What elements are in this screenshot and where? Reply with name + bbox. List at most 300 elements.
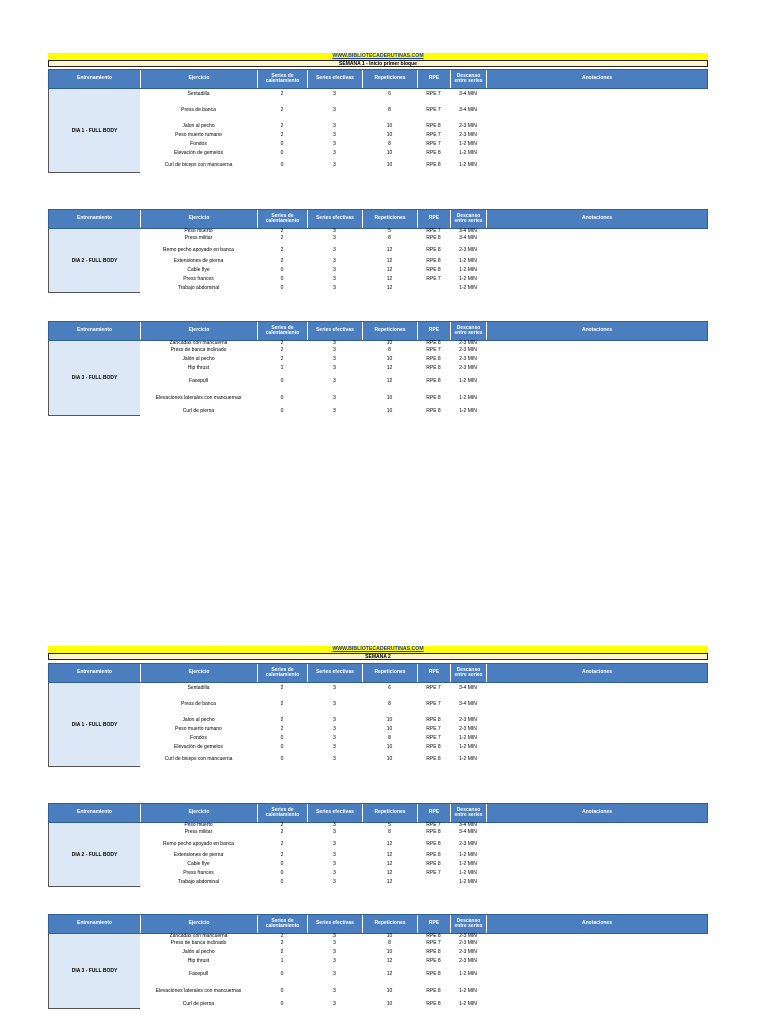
warmup-sets: 2 xyxy=(280,840,284,847)
warmup-sets: 2 xyxy=(280,933,284,939)
table-row xyxy=(140,725,708,734)
rest-time: 3-4 MIN xyxy=(459,90,477,97)
table-row xyxy=(140,284,708,293)
working-sets: 3 xyxy=(333,395,336,401)
header-repeticiones: Repeticiones xyxy=(363,915,418,933)
working-sets: 3 xyxy=(333,408,336,414)
header-descanso: Descanso entre series xyxy=(451,804,487,822)
working-sets: 3 xyxy=(333,235,336,241)
header-series-efectivas: Series efectivas xyxy=(308,664,363,682)
rpe-value: RPE 7 xyxy=(426,276,441,282)
working-sets: 3 xyxy=(333,829,336,835)
rest-time: 1-2 MIN xyxy=(459,744,477,750)
day-table xyxy=(48,803,708,887)
header-rpe: RPE xyxy=(418,70,451,88)
warmup-sets: 0 xyxy=(280,1001,284,1007)
exercise-list xyxy=(140,823,708,887)
warmup-sets: 0 xyxy=(280,267,284,273)
rest-time: 2-3 MIN xyxy=(459,356,477,362)
header-anotaciones: Anotaciones xyxy=(581,809,612,816)
reps: 10 xyxy=(386,340,393,346)
header-anotaciones: Anotaciones xyxy=(581,920,612,927)
exercise-name: Press de banca inclinado xyxy=(170,347,227,353)
warmup-sets: 0 xyxy=(280,378,284,384)
rpe-value: RPE 7 xyxy=(426,347,441,353)
day-label: DIA 1 - FULL BODY xyxy=(48,683,140,767)
table-row xyxy=(140,99,708,122)
working-sets: 3 xyxy=(333,340,336,346)
reps: 12 xyxy=(386,861,393,867)
table-body xyxy=(48,823,708,887)
table-row xyxy=(140,266,708,275)
working-sets: 3 xyxy=(333,90,336,97)
reps: 10 xyxy=(386,132,393,138)
header-series-efectivas: Series efectivas xyxy=(308,804,363,822)
warmup-sets: 0 xyxy=(280,408,284,414)
warmup-sets: 2 xyxy=(280,684,284,691)
working-sets: 3 xyxy=(333,861,336,867)
exercise-name: Jalon al pecho xyxy=(182,717,215,723)
exercise-name: Remo pecho apoyado en banca xyxy=(163,840,234,847)
working-sets: 3 xyxy=(333,378,336,384)
day-label: DIA 1 - FULL BODY xyxy=(48,89,140,173)
rpe-value: RPE 7 xyxy=(426,701,441,707)
warmup-sets: 2 xyxy=(280,235,284,241)
table-row xyxy=(140,140,708,149)
table-row xyxy=(140,869,708,878)
exercise-name: Trabajo abdominal xyxy=(177,879,220,885)
warmup-sets: 0 xyxy=(280,988,284,994)
rest-time: 1-2 MIN xyxy=(459,988,477,994)
reps: 12 xyxy=(386,365,393,371)
header-series-calentamiento: Series de calentamiento xyxy=(258,210,308,228)
rest-time: 1-2 MIN xyxy=(459,879,477,885)
reps: 10 xyxy=(386,726,393,732)
reps: 12 xyxy=(386,246,393,253)
table-row xyxy=(140,752,708,767)
reps: 12 xyxy=(386,267,393,273)
warmup-sets: 2 xyxy=(280,726,284,732)
warmup-sets: 1 xyxy=(280,958,284,964)
rpe-value: RPE 8 xyxy=(426,258,441,264)
working-sets: 3 xyxy=(333,940,336,946)
reps: 10 xyxy=(386,717,393,723)
table-body xyxy=(48,341,708,416)
rpe-value: RPE 8 xyxy=(426,378,441,384)
reps: 12 xyxy=(386,285,393,291)
week-section xyxy=(48,646,708,1026)
rpe-value: RPE 8 xyxy=(426,267,441,273)
table-row xyxy=(140,693,708,716)
rest-time: 2-3 MIN xyxy=(459,940,477,946)
header-series-calentamiento: Series de calentamiento xyxy=(258,322,308,340)
reps: 10 xyxy=(386,1001,393,1007)
exercise-name: Remo pecho apoyado en banca xyxy=(163,246,234,253)
reps: 5 xyxy=(388,228,391,234)
day-table xyxy=(48,914,708,1009)
rest-time: 1-2 MIN xyxy=(459,276,477,282)
rest-time: 2-3 MIN xyxy=(459,347,477,353)
rest-time: 2-3 MIN xyxy=(459,933,477,939)
rpe-value: RPE 8 xyxy=(426,123,441,129)
header-anotaciones: Anotaciones xyxy=(581,669,612,676)
warmup-sets: 0 xyxy=(280,150,284,156)
rpe-value: RPE 8 xyxy=(426,988,441,994)
rest-time: 1-2 MIN xyxy=(459,285,477,291)
header-entrenamiento: Entrenamiento xyxy=(49,915,141,933)
reps: 12 xyxy=(386,378,393,384)
table-header xyxy=(48,209,708,229)
header-entrenamiento: Entrenamiento xyxy=(49,322,141,340)
header-repeticiones: Repeticiones xyxy=(363,210,418,228)
exercise-name: Jalon al pecho xyxy=(182,123,215,129)
table-row xyxy=(140,149,708,158)
exercise-name: Elevaciones laterales con mancuernas xyxy=(155,395,242,401)
header-ejercicio: Ejercicio xyxy=(141,804,258,822)
table-row xyxy=(140,364,708,373)
working-sets: 3 xyxy=(333,267,336,273)
week-title: SEMANA 2 xyxy=(48,653,708,660)
working-sets: 3 xyxy=(333,726,336,732)
rpe-value: RPE 8 xyxy=(426,852,441,858)
table-row xyxy=(140,407,708,416)
reps: 8 xyxy=(388,107,391,113)
working-sets: 3 xyxy=(333,365,336,371)
rpe-value: RPE 8 xyxy=(426,340,441,346)
table-body xyxy=(48,229,708,293)
rpe-value: RPE 8 xyxy=(426,235,441,241)
table-body xyxy=(48,934,708,1009)
exercise-name: Facepull xyxy=(189,378,208,384)
header-entrenamiento: Entrenamiento xyxy=(49,664,141,682)
website-link[interactable]: WWW.BIBLIOTECADERUTINAS.COM xyxy=(48,646,708,653)
table-row xyxy=(140,243,708,257)
exercise-name: Fondos xyxy=(190,735,207,741)
exercise-name: Sentadilla xyxy=(187,90,210,97)
rpe-value: RPE 7 xyxy=(426,90,441,97)
rest-time: 1-2 MIN xyxy=(459,395,477,401)
header-entrenamiento: Entrenamiento xyxy=(49,210,141,228)
working-sets: 3 xyxy=(333,701,336,707)
week-section xyxy=(48,53,708,433)
table-row xyxy=(140,355,708,364)
warmup-sets: 2 xyxy=(280,246,284,253)
working-sets: 3 xyxy=(333,258,336,264)
rest-time: 3-4 MIN xyxy=(459,107,477,113)
working-sets: 3 xyxy=(333,356,336,362)
exercise-name: Hip thrust xyxy=(187,958,210,964)
exercise-name: Press de banca inclinado xyxy=(170,940,227,946)
warmup-sets: 2 xyxy=(280,347,284,353)
rpe-value: RPE 8 xyxy=(426,1001,441,1007)
rest-time: 3-4 MIN xyxy=(459,829,477,835)
warmup-sets: 0 xyxy=(280,735,284,741)
reps: 8 xyxy=(388,735,391,741)
rpe-value: RPE 8 xyxy=(426,971,441,977)
exercise-name: Jalón al pecho xyxy=(182,949,215,955)
rpe-value: RPE 8 xyxy=(426,717,441,723)
table-row xyxy=(140,743,708,752)
table-row xyxy=(140,939,708,948)
exercise-name: Extensiones de pierna xyxy=(173,852,224,858)
warmup-sets: 0 xyxy=(280,162,284,168)
week-title: SEMANA 1 - Inicio primer bloque xyxy=(48,60,708,67)
day-label: DIA 2 - FULL BODY xyxy=(48,229,140,293)
header-ejercicio: Ejercicio xyxy=(141,322,258,340)
rest-time: 1-2 MIN xyxy=(459,267,477,273)
exercise-list xyxy=(140,229,708,293)
header-rpe: RPE xyxy=(418,664,451,682)
header-series-calentamiento: Series de calentamiento xyxy=(258,915,308,933)
warmup-sets: 2 xyxy=(280,717,284,723)
reps: 10 xyxy=(386,408,393,414)
rest-time: 2-3 MIN xyxy=(459,365,477,371)
rpe-value: RPE 7 xyxy=(426,940,441,946)
rest-time: 1-2 MIN xyxy=(459,378,477,384)
rpe-value: RPE 8 xyxy=(426,949,441,955)
reps: 6 xyxy=(388,90,391,97)
working-sets: 3 xyxy=(333,150,336,156)
table-row xyxy=(140,275,708,284)
header-anotaciones: Anotaciones xyxy=(581,215,612,222)
rpe-value: RPE 8 xyxy=(426,861,441,867)
table-row xyxy=(140,828,708,837)
rest-time: 3-4 MIN xyxy=(459,701,477,707)
working-sets: 3 xyxy=(333,162,336,168)
rest-time: 1-2 MIN xyxy=(459,852,477,858)
working-sets: 3 xyxy=(333,228,336,234)
header-entrenamiento: Entrenamiento xyxy=(49,804,141,822)
reps: 10 xyxy=(386,744,393,750)
rest-time: 2-3 MIN xyxy=(459,840,477,847)
reps: 10 xyxy=(386,756,393,762)
exercise-name: Extensiones de pierna xyxy=(173,258,224,264)
day-label: DIA 3 - FULL BODY xyxy=(48,341,140,416)
working-sets: 3 xyxy=(333,870,336,876)
rpe-value: RPE 7 xyxy=(426,822,441,828)
reps: 12 xyxy=(386,258,393,264)
reps: 8 xyxy=(388,829,391,835)
working-sets: 3 xyxy=(333,744,336,750)
warmup-sets: 2 xyxy=(280,123,284,129)
exercise-list xyxy=(140,683,708,767)
working-sets: 3 xyxy=(333,276,336,282)
header-series-efectivas: Series efectivas xyxy=(308,210,363,228)
exercise-name: Zancadas con mancuerna xyxy=(169,340,228,346)
rest-time: 1-2 MIN xyxy=(459,141,477,147)
header-repeticiones: Repeticiones xyxy=(363,322,418,340)
rpe-value: RPE 7 xyxy=(426,870,441,876)
rpe-value: RPE 8 xyxy=(426,829,441,835)
rpe-value: RPE 8 xyxy=(426,356,441,362)
header-rpe: RPE xyxy=(418,322,451,340)
warmup-sets: 2 xyxy=(280,940,284,946)
rest-time: 2-3 MIN xyxy=(459,717,477,723)
rest-time: 3-4 MIN xyxy=(459,684,477,691)
header-ejercicio: Ejercicio xyxy=(141,210,258,228)
reps: 10 xyxy=(386,949,393,955)
warmup-sets: 0 xyxy=(280,285,284,291)
rpe-value: RPE 8 xyxy=(426,365,441,371)
rpe-value: RPE 7 xyxy=(426,132,441,138)
rpe-value: RPE 8 xyxy=(426,408,441,414)
exercise-name: Trabajo abdominal xyxy=(177,285,220,291)
warmup-sets: 0 xyxy=(280,879,284,885)
exercise-name: Cable flye xyxy=(187,861,210,867)
rpe-value: RPE 7 xyxy=(426,735,441,741)
working-sets: 3 xyxy=(333,840,336,847)
warmup-sets: 2 xyxy=(280,228,284,234)
header-repeticiones: Repeticiones xyxy=(363,804,418,822)
exercise-name: Sentadilla xyxy=(187,684,210,691)
exercise-name: Press de banca xyxy=(181,107,216,113)
table-row xyxy=(140,957,708,966)
table-row xyxy=(140,234,708,243)
reps: 8 xyxy=(388,940,391,946)
header-descanso: Descanso entre series xyxy=(451,210,487,228)
warmup-sets: 0 xyxy=(280,744,284,750)
header-ejercicio: Ejercicio xyxy=(141,664,258,682)
exercise-name: Zancadas con mancuerna xyxy=(169,933,228,939)
reps: 12 xyxy=(386,879,393,885)
exercise-name: Curl de biceps con mancuerna xyxy=(164,756,233,762)
working-sets: 3 xyxy=(333,246,336,253)
rpe-value: RPE 8 xyxy=(426,933,441,939)
rpe-value: RPE 8 xyxy=(426,150,441,156)
exercise-name: Fondos xyxy=(190,141,207,147)
exercise-name: Press de banca xyxy=(181,701,216,707)
working-sets: 3 xyxy=(333,684,336,691)
table-row xyxy=(140,837,708,851)
header-rpe: RPE xyxy=(418,210,451,228)
rest-time: 3-4 MIN xyxy=(459,235,477,241)
rest-time: 1-2 MIN xyxy=(459,870,477,876)
rest-time: 3-4 MIN xyxy=(459,822,477,828)
working-sets: 3 xyxy=(333,933,336,939)
exercise-name: Curl de pierna xyxy=(182,408,215,414)
reps: 10 xyxy=(386,933,393,939)
working-sets: 3 xyxy=(333,988,336,994)
header-entrenamiento: Entrenamiento xyxy=(49,70,141,88)
rest-time: 2-3 MIN xyxy=(459,132,477,138)
table-row xyxy=(140,966,708,983)
reps: 12 xyxy=(386,870,393,876)
header-repeticiones: Repeticiones xyxy=(363,664,418,682)
working-sets: 3 xyxy=(333,285,336,291)
working-sets: 3 xyxy=(333,717,336,723)
rpe-value: RPE 7 xyxy=(426,726,441,732)
table-row xyxy=(140,346,708,355)
reps: 12 xyxy=(386,276,393,282)
warmup-sets: 0 xyxy=(280,971,284,977)
exercise-name: Facepull xyxy=(189,971,208,977)
working-sets: 3 xyxy=(333,347,336,353)
table-header xyxy=(48,803,708,823)
website-link[interactable]: WWW.BIBLIOTECADERUTINAS.COM xyxy=(48,53,708,60)
rest-time: 2-3 MIN xyxy=(459,726,477,732)
table-row xyxy=(140,683,708,693)
table-header xyxy=(48,321,708,341)
exercise-name: Elevaciones laterales con mancuernas xyxy=(155,988,242,994)
header-series-efectivas: Series efectivas xyxy=(308,70,363,88)
reps: 10 xyxy=(386,162,393,168)
table-header xyxy=(48,69,708,89)
table-row xyxy=(140,122,708,131)
rest-time: 1-2 MIN xyxy=(459,971,477,977)
day-label: DIA 2 - FULL BODY xyxy=(48,823,140,887)
rpe-value: RPE 7 xyxy=(426,141,441,147)
reps: 12 xyxy=(386,840,393,847)
working-sets: 3 xyxy=(333,852,336,858)
warmup-sets: 0 xyxy=(280,276,284,282)
rest-time: 2-3 MIN xyxy=(459,246,477,253)
rpe-value: RPE 8 xyxy=(426,840,441,847)
exercise-name: Hip thrust xyxy=(187,365,210,371)
rpe-value: RPE 8 xyxy=(426,395,441,401)
header-repeticiones: Repeticiones xyxy=(363,70,418,88)
table-row xyxy=(140,851,708,860)
rest-time: 2-3 MIN xyxy=(459,949,477,955)
table-row xyxy=(140,860,708,869)
exercise-name: Jalón al pecho xyxy=(182,356,215,362)
warmup-sets: 2 xyxy=(280,258,284,264)
working-sets: 3 xyxy=(333,141,336,147)
rest-time: 2-3 MIN xyxy=(459,123,477,129)
rest-time: 1-2 MIN xyxy=(459,861,477,867)
working-sets: 3 xyxy=(333,949,336,955)
warmup-sets: 2 xyxy=(280,701,284,707)
rest-time: 1-2 MIN xyxy=(459,408,477,414)
rpe-value: RPE 8 xyxy=(426,756,441,762)
rest-time: 1-2 MIN xyxy=(459,150,477,156)
rest-time: 1-2 MIN xyxy=(459,258,477,264)
day-table xyxy=(48,209,708,293)
day-table xyxy=(48,663,708,767)
day-table xyxy=(48,321,708,416)
day-table xyxy=(48,69,708,173)
table-row xyxy=(140,373,708,390)
header-ejercicio: Ejercicio xyxy=(141,70,258,88)
exercise-name: Peso muerto xyxy=(184,228,213,234)
table-row xyxy=(140,716,708,725)
warmup-sets: 1 xyxy=(280,365,284,371)
warmup-sets: 0 xyxy=(280,395,284,401)
working-sets: 3 xyxy=(333,822,336,828)
exercise-name: Elevación de gemelos xyxy=(174,150,223,156)
table-header xyxy=(48,663,708,683)
table-row xyxy=(140,878,708,887)
working-sets: 3 xyxy=(333,107,336,113)
rest-time: 1-2 MIN xyxy=(459,735,477,741)
header-series-efectivas: Series efectivas xyxy=(308,915,363,933)
exercise-name: Press militar xyxy=(184,235,213,241)
warmup-sets: 2 xyxy=(280,852,284,858)
rpe-value: RPE 7 xyxy=(426,228,441,234)
reps: 10 xyxy=(386,988,393,994)
working-sets: 3 xyxy=(333,958,336,964)
warmup-sets: 0 xyxy=(280,870,284,876)
header-series-calentamiento: Series de calentamiento xyxy=(258,70,308,88)
warmup-sets: 2 xyxy=(280,107,284,113)
exercise-list xyxy=(140,341,708,416)
rest-time: 1-2 MIN xyxy=(459,756,477,762)
reps: 10 xyxy=(386,123,393,129)
header-rpe: RPE xyxy=(418,804,451,822)
exercise-name: Press frances xyxy=(183,276,214,282)
reps: 8 xyxy=(388,141,391,147)
warmup-sets: 2 xyxy=(280,949,284,955)
exercise-name: Elevación de gemelos xyxy=(174,744,223,750)
